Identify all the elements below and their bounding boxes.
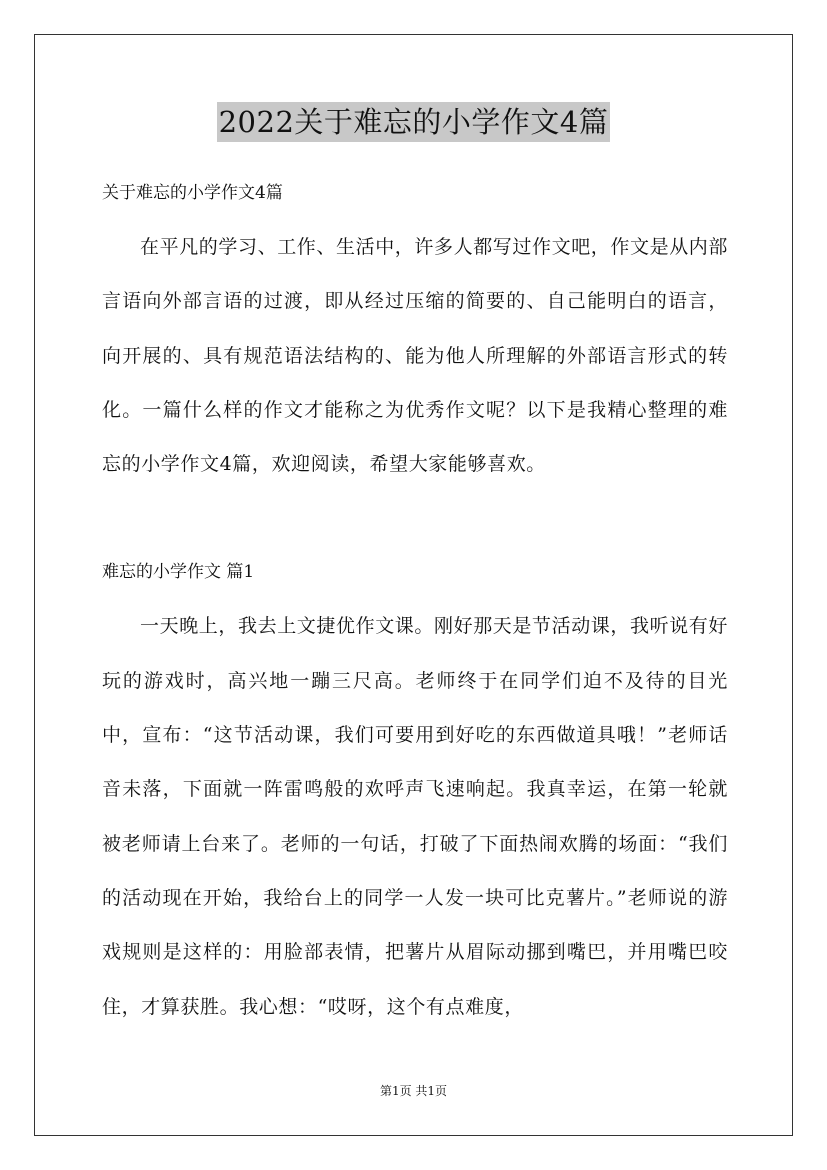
section-spacer <box>102 491 728 545</box>
page-footer: 第1页 共1页 <box>379 1084 448 1098</box>
section-paragraph: 一天晚上，我去上文捷优作文课。刚好那天是节活动课，我听说有好玩的游戏时，高兴地一蹦三尺高。老师终于在同学们迫不及待的目光中，宣布：“这节活动课，我们可要用到好吃的东西做道具哦！”老师话音未落，下面就一阵雷鸣般的欢呼声飞速响起。我真幸运，在第一轮就被老师请上台来了。老师的一句话，打破了下面热闹欢腾的场面：“我们的活动现在开始，我给台上的同学一人发一块可比克薯片。”老师说的游戏规则是这样的：用脸部表情，把薯片从眉际动挪到嘴巴，并用嘴巴咬住，才算获胜。我心想：“哎呀，这个有点难度， <box>102 615 729 1018</box>
document-title: 2022关于难忘的小学作文4篇 <box>217 102 611 142</box>
document-body <box>102 166 728 1034</box>
document-subtitle: 关于难忘的小学作文4篇 <box>102 183 283 203</box>
section-heading: 难忘的小学作文 篇1 <box>102 562 255 583</box>
intro-paragraph: 在平凡的学习、工作、生活中，许多人都写过作文吧，作文是从内部言语向外部言语的过渡，即从经过压缩的简要的、自己能明白的语言，向开展的、具有规范语法结构的、能为他人所理解的外部语言形式的转化。一篇什么样的作文才能称之为优秀作文呢？以下是我精心整理的难忘的小学作文4篇，欢迎阅读，希望大家能够喜欢。 <box>102 236 729 476</box>
title-container <box>0 102 827 142</box>
